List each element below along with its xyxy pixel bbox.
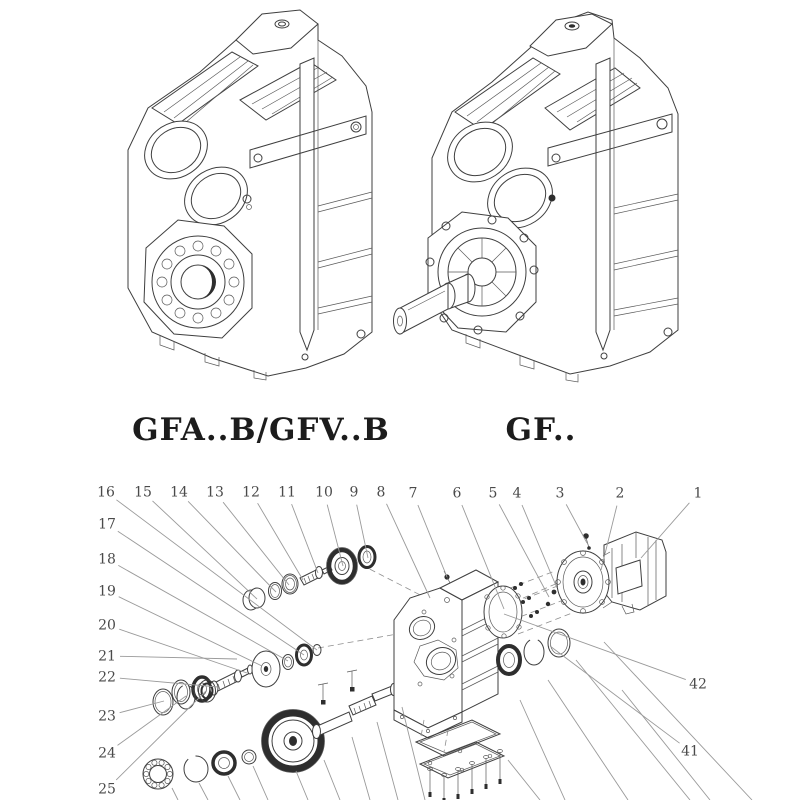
part-number-8: 8 <box>376 484 386 501</box>
leader-line-18 <box>118 565 288 661</box>
leader-line-15 <box>153 501 258 599</box>
part-number-25: 25 <box>98 781 116 798</box>
leader-line-7 <box>418 505 447 577</box>
part-number-4: 4 <box>512 485 522 502</box>
part-number-41: 41 <box>681 743 699 760</box>
part-number-18: 18 <box>98 551 116 568</box>
leader-line-42 <box>504 614 686 680</box>
part-number-19: 19 <box>98 583 116 600</box>
leader-line-22 <box>120 678 218 687</box>
caption-right-model: GF.. <box>505 412 577 448</box>
leader-line-41 <box>550 646 680 743</box>
gearbox-left-drawing <box>128 10 372 380</box>
input-flange-assembly <box>513 532 666 618</box>
caption-left-model: GFA..B/GFV..B <box>132 412 390 448</box>
part-number-5: 5 <box>488 485 498 502</box>
part-number-16: 16 <box>97 484 115 501</box>
part-number-22: 22 <box>98 669 116 686</box>
part-number-13: 13 <box>206 484 224 501</box>
part-number-42: 42 <box>689 676 707 693</box>
part-number-2: 2 <box>615 485 625 502</box>
part-number-21: 21 <box>98 648 116 665</box>
part-number-14: 14 <box>170 484 188 501</box>
leader-line-17 <box>118 531 304 655</box>
leader-line-20 <box>119 629 247 673</box>
exploded-view <box>143 532 752 800</box>
part-number-23: 23 <box>98 708 116 725</box>
leader-line-3 <box>566 504 587 543</box>
leader-line-23 <box>120 701 164 713</box>
gearbox-right-drawing <box>394 12 679 382</box>
part-number-15: 15 <box>134 484 152 501</box>
part-number-12: 12 <box>242 484 260 501</box>
part-number-17: 17 <box>98 516 116 533</box>
leader-line-13 <box>223 502 289 585</box>
part-number-3: 3 <box>555 485 565 502</box>
leader-line-21 <box>120 656 237 659</box>
leader-line-19 <box>119 597 262 666</box>
part-number-1: 1 <box>693 485 703 502</box>
leader-line-4 <box>522 505 557 588</box>
exploded-housing <box>394 570 498 738</box>
part-number-24: 24 <box>98 745 116 762</box>
part-number-10: 10 <box>315 484 333 501</box>
output-gear-parts <box>143 670 397 789</box>
part-number-20: 20 <box>98 617 116 634</box>
part-number-6: 6 <box>452 485 462 502</box>
input-side-rings <box>484 586 570 674</box>
part-number-7: 7 <box>408 485 418 502</box>
part-number-11: 11 <box>278 484 296 501</box>
part-number-9: 9 <box>349 484 359 501</box>
leader-line-12 <box>258 503 303 580</box>
leader-line-11 <box>292 504 318 573</box>
intermediate-shaft-parts <box>172 645 321 705</box>
